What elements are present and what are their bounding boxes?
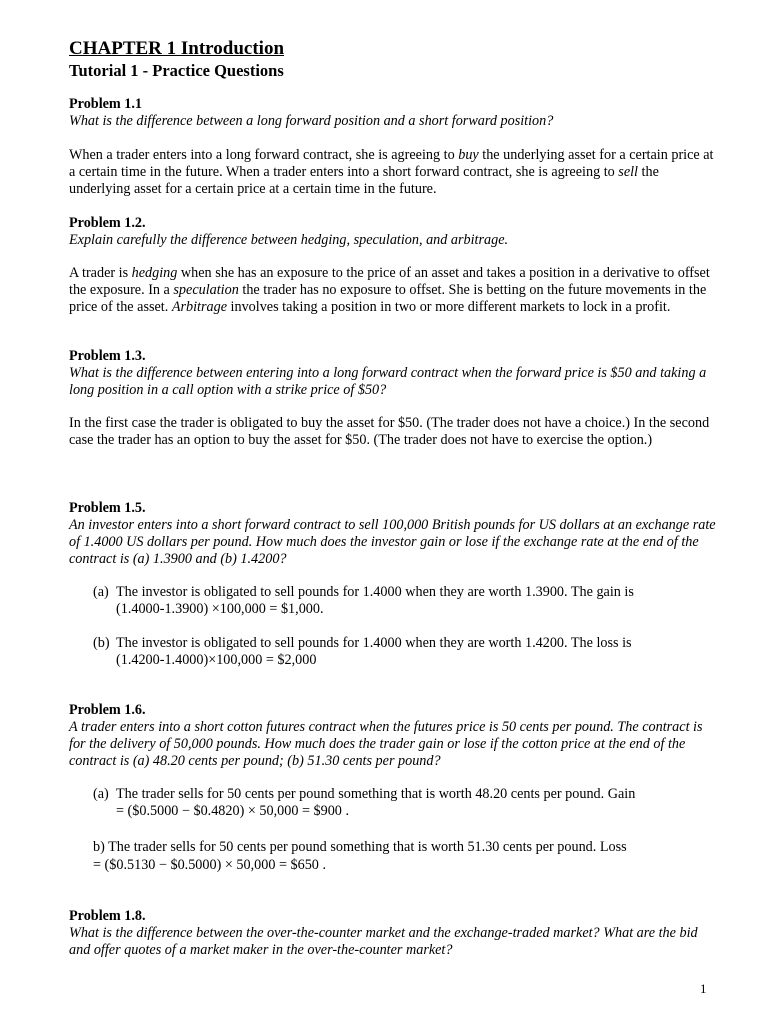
problem-question: An investor enters into a short forward contract to sell 100,000 British pounds for US dollars at an exchange rate of 1.4000 US dollars per pound. How much does the investor gain or lose if the exchange rate at the end of the contract is (a) 1.3900 and (b) 1.4200? xyxy=(69,517,716,567)
item-result: (1.4000-1.3900) ×100,000 = $1,000. xyxy=(116,601,324,617)
item-text: The investor is obligated to sell pounds for 1.4000 when they are worth 1.3900. The gain is xyxy=(116,584,634,600)
problem-question: What is the difference between the over-the-counter market and the exchange-traded market? What are the bid and offer quotes of a market maker in the over-the-counter market? xyxy=(69,925,698,958)
problem-answer: In the first case the trader is obligated to buy the asset for $50. (The trader does not have a choice.) In the second case the trader has an option to buy the asset for $50. (The trader does not have to exercise the option.) xyxy=(69,415,710,448)
problem-1-6 xyxy=(69,702,719,770)
item-result: (1.4200-1.4000)×100,000 = $2,000 xyxy=(116,652,317,668)
loss-equation: = ($0.5130 − $0.5000) × 50,000 = $650 . xyxy=(93,857,326,873)
answer-item-b xyxy=(93,635,719,669)
problem-1-3 xyxy=(69,348,719,399)
item-label: b) xyxy=(93,839,105,855)
item-text: The investor is obligated to sell pounds for 1.4000 when they are worth 1.4200. The loss is xyxy=(116,635,632,651)
problem-question: What is the difference between entering into a long forward contract when the forward price is $50 and taking a long position in a call option with a strike price of $50? xyxy=(69,365,707,398)
page-number: 1 xyxy=(700,981,707,996)
problem-1-8 xyxy=(69,908,719,959)
problem-question: Explain carefully the difference between hedging, speculation, and arbitrage. xyxy=(69,232,509,248)
problem-title: Problem 1.3. xyxy=(69,348,146,364)
problem-1-1 xyxy=(69,96,719,130)
answer-item-a xyxy=(93,786,719,803)
problem-title: Problem 1.1 xyxy=(69,96,143,112)
problem-question: A trader enters into a short cotton futures contract when the futures price is 50 cents per pound. The contract is for the delivery of 50,000 pounds. How much does the trader gain or lose if the cotton price at the end of the contract is (a) 48.20 cents per pound; (b) 51.30 cents per pound? xyxy=(69,719,703,769)
item-label: (b) xyxy=(93,635,110,651)
answer-item-b xyxy=(93,839,719,856)
gain-equation: = ($0.5000 − $0.4820) × 50,000 = $900 . xyxy=(116,803,349,819)
problem-answer: When a trader enters into a long forward contract, she is agreeing to buy the underlying asset for a certain price at a certain time in the future. When a trader enters into a short forward contract, she is agreeing to sell the underlying asset for a certain price at a certain time in the future. xyxy=(69,147,714,197)
tutorial-subtitle: Tutorial 1 - Practice Questions xyxy=(69,61,284,80)
problem-title: Problem 1.8. xyxy=(69,908,146,924)
problem-question: What is the difference between a long forward position and a short forward position? xyxy=(69,113,554,129)
problem-answer: A trader is hedging when she has an exposure to the price of an asset and takes a position in a derivative to offset the exposure. In a speculation the trader has no exposure to offset. She is betting on the future movements in the price of the asset. Arbitrage involves taking a position in two or more different markets to lock in a profit. xyxy=(69,265,710,315)
answer-item-a xyxy=(93,584,719,618)
item-text: The trader sells for 50 cents per pound something that is worth 48.20 cents per pound. Gain xyxy=(116,786,636,802)
problem-1-5 xyxy=(69,500,719,568)
problem-title: Problem 1.5. xyxy=(69,500,146,516)
item-label: (a) xyxy=(93,584,109,600)
problem-1-2 xyxy=(69,215,719,249)
item-label: (a) xyxy=(93,786,109,802)
problem-title: Problem 1.2. xyxy=(69,215,146,231)
problem-title: Problem 1.6. xyxy=(69,702,146,718)
chapter-title: CHAPTER 1 Introduction xyxy=(69,38,285,59)
item-text: b) The trader sells for 50 cents per pound something that is worth 51.30 cents per pound. Loss xyxy=(93,839,627,855)
